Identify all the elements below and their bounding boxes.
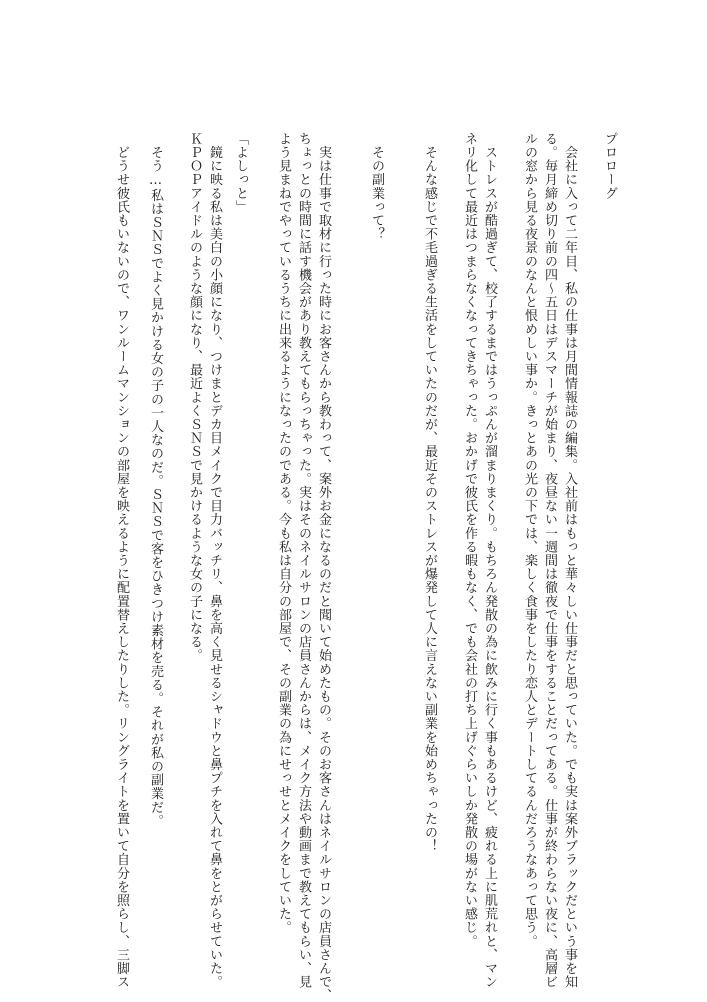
- text-line: ちょっとの時間に話す機会があり教えてもらっちゃった。実はそのネイルサロンの店員さんからは、メイク方法や動画まで教えてもらい、見: [296, 132, 311, 989]
- text-line: そんな感じで不毛過ぎる生活をしていたのだが、最近そのストレスが爆発して人に言えない副業を始めちゃったの！: [422, 132, 437, 853]
- text-line: どうせ彼氏もいないので、ワンルームマンションの部屋を映えるように配置替えしたりした。リングライトを置いて自分を照らし、三脚ス: [114, 132, 129, 989]
- dialogue-line: 「よしっと」: [233, 132, 248, 214]
- text-line: ルの窓から見る夜景のなんと恨めしい事か。きっとあの光の下では、楽しく食事をしたり恋人とデートしてるんだろうなあって思う。: [522, 132, 537, 948]
- text-line: ストレスが酷過ぎて、校了するまではうっぷんが溜まりまくり。もちろん発散の為に飲みに行く事もあるけど、疲れる上に肌荒れと、マン: [482, 132, 497, 989]
- text-line: る。毎月締め切り前の四〜五日はデスマーチが始まり、夜昼ない一週間は徹夜で仕事をすることだってある。仕事が終わらない夜に、高層ビ: [542, 132, 557, 989]
- text-line: ＫＰＯＰアイドルのような顔になり、最近よくＳＮＳで見かけるような女の子になる。: [187, 132, 202, 663]
- text-line: 鏡に映る私は美白の小顔になり、つけまとデカ目メイクで目力バッチリ、鼻を高く見せるシャドウと鼻プチを入れて鼻をとがらせていた。: [207, 132, 222, 989]
- text-line: よう見まねでやっているうちに出来るようになったのである。今も私は自分の部屋で、その副業の為にせっせとメイクをしていた。: [276, 132, 291, 935]
- text-line: そう…私はＳＮＳでよく見かける女の子の一人なのだ。ＳＮＳで客をひきつけ素材を売る。それが私の副業だ。: [148, 132, 163, 828]
- text-line: 会社に入って二年目、私の仕事は月間情報誌の編集。入社前はもっと華々しい仕事だと思っていた。でも実は案外ブラックだという事を知: [562, 132, 577, 989]
- text-line: その副業って？: [369, 132, 384, 241]
- chapter-heading: プロローグ: [602, 132, 617, 200]
- text-line: 実は仕事で取材に行った時にお客さんから教わって、案外お金になるのだと聞いて始めたもの。そのお客さんはネイルサロンの店員さんで、: [316, 132, 331, 1002]
- text-line: ネリ化して最近はつまらなくなってきちゃった。おかげで彼氏を作る暇もなく、でも会社の打ち上げぐらいしか発散の場がない感じ。: [462, 132, 477, 948]
